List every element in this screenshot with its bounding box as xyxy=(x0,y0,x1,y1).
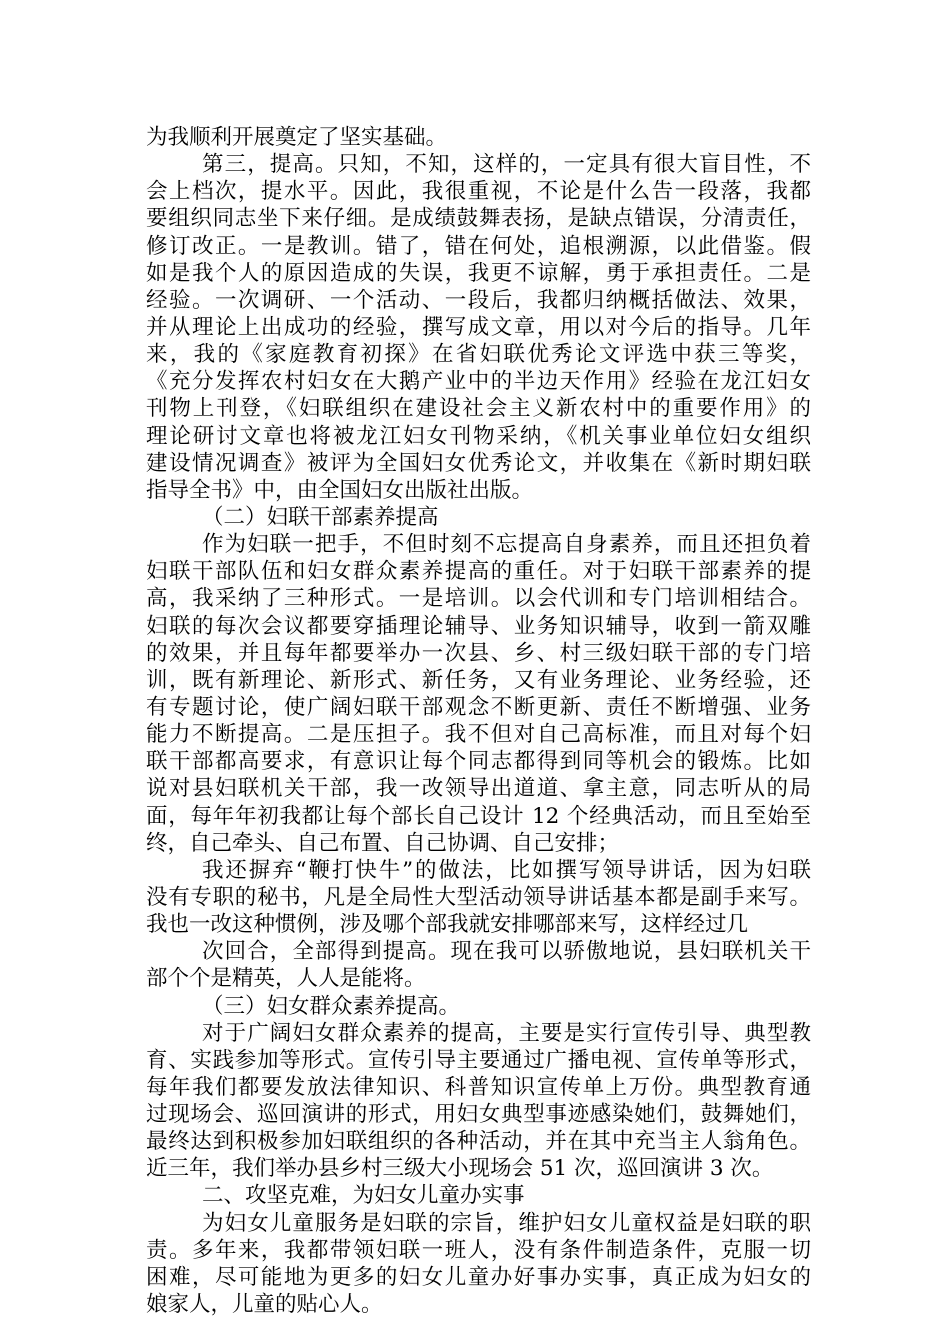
text-line: 为妇女儿童服务是妇联的宗旨，维护妇女儿童权益是妇联的职 xyxy=(202,1210,811,1236)
text-line: 并从理论上出成功的经验，撰写成文章，用以对今后的指导。几年 xyxy=(146,314,811,340)
text-line: 修订改正。一是教训。错了，错在何处，追根溯源，以此借鉴。假 xyxy=(146,233,811,259)
text-line: 理论研讨文章也将被龙江妇女刊物采纳，《机关事业单位妇女组织 xyxy=(146,423,811,449)
text-line: 近三年，我们举办县乡村三级大小现场会 51 次，巡回演讲 3 次。 xyxy=(146,1156,774,1182)
text-line: 经验。一次调研、一个活动、一段后，我都归纳概括做法、效果， xyxy=(146,287,811,313)
text-line: 每年我们都要发放法律知识、科普知识宣传单上万份。典型教育通 xyxy=(146,1074,811,1100)
text-line: （二）妇联干部素养提高 xyxy=(202,504,439,530)
text-line: 面，每年年初我都让每个部长自己设计 12 个经典活动，而且至始至 xyxy=(146,803,811,829)
text-line: 作为妇联一把手，不但时刻不忘提高自身素养，而且还担负着 xyxy=(202,532,811,558)
text-line: 第三，提高。只知，不知，这样的，一定具有很大盲目性，不 xyxy=(202,152,811,178)
text-line: 妇联的每次会议都要穿插理论辅导、业务知识辅导，收到一箭双雕 xyxy=(146,613,811,639)
text-line: 能力不断提高。二是压担子。我不但对自己高标准，而且对每个妇 xyxy=(146,722,811,748)
text-line: 育、实践参加等形式。宣传引导主要通过广播电视、宣传单等形式， xyxy=(146,1047,811,1073)
text-line: 对于广阔妇女群众素养的提高，主要是实行宣传引导、典型教 xyxy=(202,1020,811,1046)
text-line: 最终达到积极参加妇联组织的各种活动，并在其中充当主人翁角色。 xyxy=(146,1129,811,1155)
text-line: 部个个是精英，人人是能将。 xyxy=(146,966,426,992)
text-line: 二、攻坚克难，为妇女儿童办实事 xyxy=(202,1183,525,1209)
text-line: 妇联干部队伍和妇女群众素养提高的重任。对于妇联干部素养的提 xyxy=(146,559,811,585)
text-line: 联干部都高要求，有意识让每个同志都得到同等机会的锻炼。比如 xyxy=(146,749,811,775)
text-line: 高，我采纳了三种形式。一是培训。以会代训和专门培训相结合。 xyxy=(146,586,811,612)
text-line: 娘家人，儿童的贴心人。 xyxy=(146,1292,383,1318)
document-page xyxy=(146,124,811,1318)
text-line: 我还摒弃“鞭打快牛”的做法，比如撰写领导讲话，因为妇联 xyxy=(202,857,811,883)
text-line: 责。多年来，我都带领妇联一班人，没有条件制造条件，克服一切 xyxy=(146,1237,811,1263)
text-line: 为我顺利开展奠定了坚实基础。 xyxy=(146,125,448,150)
text-line: 次回合，全部得到提高。现在我可以骄傲地说，县妇联机关干 xyxy=(202,939,811,965)
text-line: 指导全书》中，由全国妇女出版社出版。 xyxy=(146,477,534,503)
text-line: 过现场会、巡回演讲的形式，用妇女典型事迹感染她们，鼓舞她们， xyxy=(146,1102,811,1128)
text-line: 没有专职的秘书，凡是全局性大型活动领导讲话基本都是副手来写。 xyxy=(146,884,811,910)
text-line: 有专题讨论，使广阔妇联干部观念不断更新、责任不断增强、业务 xyxy=(146,694,811,720)
text-line: 来，我的《家庭教育初探》在省妇联优秀论文评选中获三等奖， xyxy=(146,342,811,368)
text-line: 如是我个人的原因造成的失误，我更不谅解，勇于承担责任。二是 xyxy=(146,260,811,286)
text-line: 建设情况调查》被评为全国妇女优秀论文，并收集在《新时期妇联 xyxy=(146,450,811,476)
text-line: 刊物上刊登，《妇联组织在建设社会主义新农村中的重要作用》的 xyxy=(146,396,811,422)
text-line: 要组织同志坐下来仔细。是成绩鼓舞表扬，是缺点错误，分清责任， xyxy=(146,206,811,232)
text-line: 的效果，并且每年都要举办一次县、乡、村三级妇联干部的专门培 xyxy=(146,640,811,666)
text-line: 《充分发挥农村妇女在大鹅产业中的半边天作用》经验在龙江妇女 xyxy=(146,369,811,395)
text-line: 困难，尽可能地为更多的妇女儿童办好事办实事，真正成为妇女的 xyxy=(146,1264,811,1290)
text-line: 会上档次，提水平。因此，我很重视，不论是什么告一段落，我都 xyxy=(146,179,811,205)
text-line: （三）妇女群众素养提高。 xyxy=(202,993,461,1019)
text-line: 终，自己牵头、自己布置、自己协调、自己安排； xyxy=(146,830,620,856)
text-line: 说对县妇联机关干部，我一改领导出道道、拿主意，同志听从的局 xyxy=(146,776,811,802)
text-line: 训，既有新理论、新形式、新任务，又有业务理论、业务经验，还 xyxy=(146,667,811,693)
text-line: 我也一改这种惯例，涉及哪个部我就安排哪部来写，这样经过几 xyxy=(146,912,749,938)
